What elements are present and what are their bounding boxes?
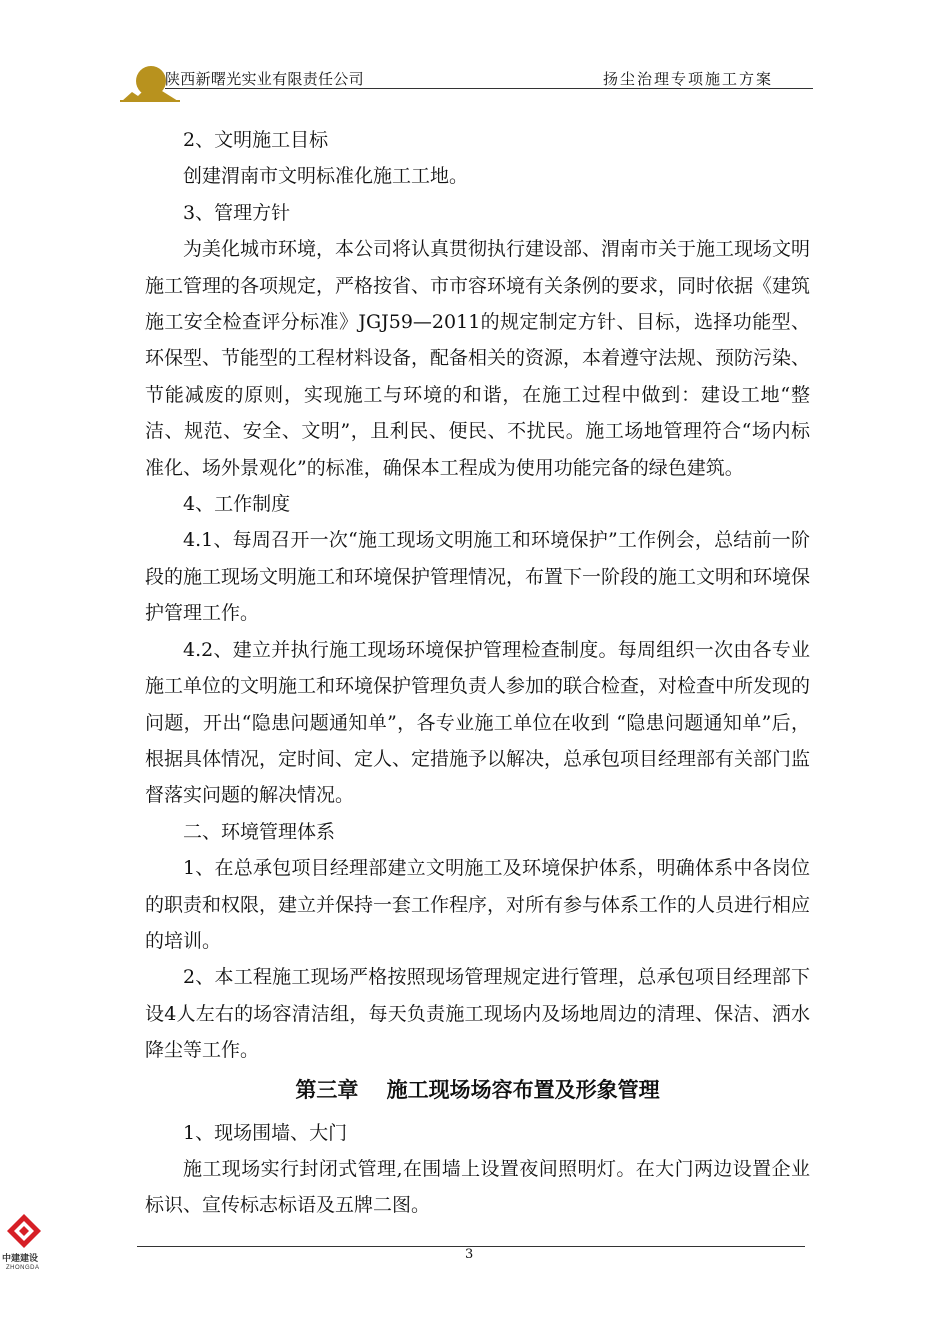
body-paragraph: 4.1、每周召开一次“施工现场文明施工和环境保护”工作例会，总结前一阶段的施工现场文明施工和环境保护管理情况，布置下一阶段的施工文明和环境保护管理工作。 bbox=[145, 529, 811, 625]
body-paragraph: 4.2、建立并执行施工现场环境保护管理检查制度。每周组织一次由各专业施工单位的文明施工和环境保护管理负责人参加的联合检查，对检查中所发现的问题，开出“隐患问题通知单”，各专业施工单位在收到 “隐患问题通知单”后，根据具体情况，定时间、定人、定措施予以解决，总承包项目经理部有关部门监督落实问题的解决情况。 bbox=[145, 638, 811, 807]
section-heading: 3、管理方针 bbox=[183, 201, 291, 224]
body-paragraph: 2、本工程施工现场严格按照现场管理规定进行管理，总承包项目经理部下设4人左右的场容清洁组，每天负责施工现场内及场地周边的清理、保洁、洒水降尘等工作。 bbox=[145, 966, 810, 1062]
body-paragraph: 1、在总承包项目经理部建立文明施工及环境保护体系，明确体系中各岗位的职责和权限，建立并保持一套工作程序，对所有参与体系工作的人员进行相应的培训。 bbox=[145, 857, 811, 952]
corner-logo-cn-text: 中建建设 bbox=[2, 1253, 39, 1263]
page-body bbox=[145, 122, 810, 1224]
company-name: 陕西新曙光实业有限责任公司 bbox=[165, 71, 364, 88]
section-heading: 2、文明施工目标 bbox=[183, 129, 329, 151]
corner-logo-en-text: ZHONGDA bbox=[6, 1265, 40, 1271]
document-title: 扬尘治理专项施工方案 bbox=[602, 70, 773, 88]
section-heading: 1、现场围墙、大门 bbox=[183, 1121, 348, 1144]
body-paragraph: 创建渭南市文明标准化施工工地。 bbox=[183, 165, 469, 188]
corner-logo bbox=[2, 1213, 52, 1277]
diamond-logo-icon bbox=[6, 1213, 42, 1249]
section-heading: 二、环境管理体系 bbox=[183, 820, 336, 843]
body-paragraph: 施工现场实行封闭式管理,在围墙上设置夜间照明灯。在大门两边设置企业标识、宣传标志标语及五牌二图。 bbox=[145, 1157, 810, 1217]
section-heading: 4、工作制度 bbox=[183, 493, 291, 516]
header-divider bbox=[165, 88, 813, 89]
chapter-heading: 第三章 施工现场场容布置及形象管理 bbox=[295, 1077, 660, 1102]
body-paragraph: 为美化城市环境，本公司将认真贯彻执行建设部、渭南市关于施工现场文明施工管理的各项规定，严格按省、市市容环境有关条例的要求，同时依据《建筑施工安全检查评分标准》JGJ59—2011的规定制定方针、目标，选择功能型、环保型、节能型的工程材料设备，配备相关的资源，本着遵守法规、预防污染、节能减废的原则，实现施工与环境的和谐，在施工过程中做到：建设工地“整洁、规范、安全、文明”，且利民、便民、不扰民。施工场地管理符合“场内标准化、场外景观化”的标准，确保本工程成为使用功能完备的绿色建筑。 bbox=[145, 238, 811, 479]
page-header bbox=[120, 62, 813, 102]
page-number: 3 bbox=[465, 1247, 474, 1262]
